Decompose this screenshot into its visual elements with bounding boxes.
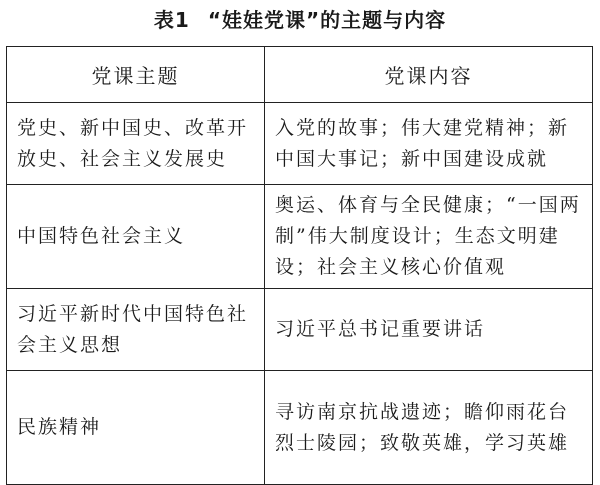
content-cell: 奥运、体育与全民健康；“一国两制”伟大制度设计；生态文明建设；社会主义核心价值观: [265, 185, 593, 289]
theme-cell: 习近平新时代中国特色社会主义思想: [7, 289, 265, 371]
table-row: [7, 185, 593, 289]
theme-cell: 中国特色社会主义: [7, 185, 265, 289]
table-row: [7, 103, 593, 185]
content-cell: 入党的故事；伟大建党精神；新中国大事记；新中国建设成就: [265, 103, 593, 185]
header-theme: 党课主题: [7, 47, 265, 103]
table-number: 表1: [153, 8, 190, 32]
table-title: “娃娃党课”的主题与内容: [207, 8, 447, 32]
table-row: [7, 371, 593, 485]
theme-cell: 民族精神: [7, 371, 265, 485]
header-content: 党课内容: [265, 47, 593, 103]
content-cell: 寻访南京抗战遗迹；瞻仰雨花台烈士陵园；致敬英雄，学习英雄: [265, 371, 593, 485]
party-lesson-table: [6, 46, 593, 485]
table-row: [7, 289, 593, 371]
theme-cell: 党史、新中国史、改革开放史、社会主义发展史: [7, 103, 265, 185]
table-caption: [0, 6, 600, 34]
content-cell: 习近平总书记重要讲话: [265, 289, 593, 371]
table-header-row: [7, 47, 593, 103]
